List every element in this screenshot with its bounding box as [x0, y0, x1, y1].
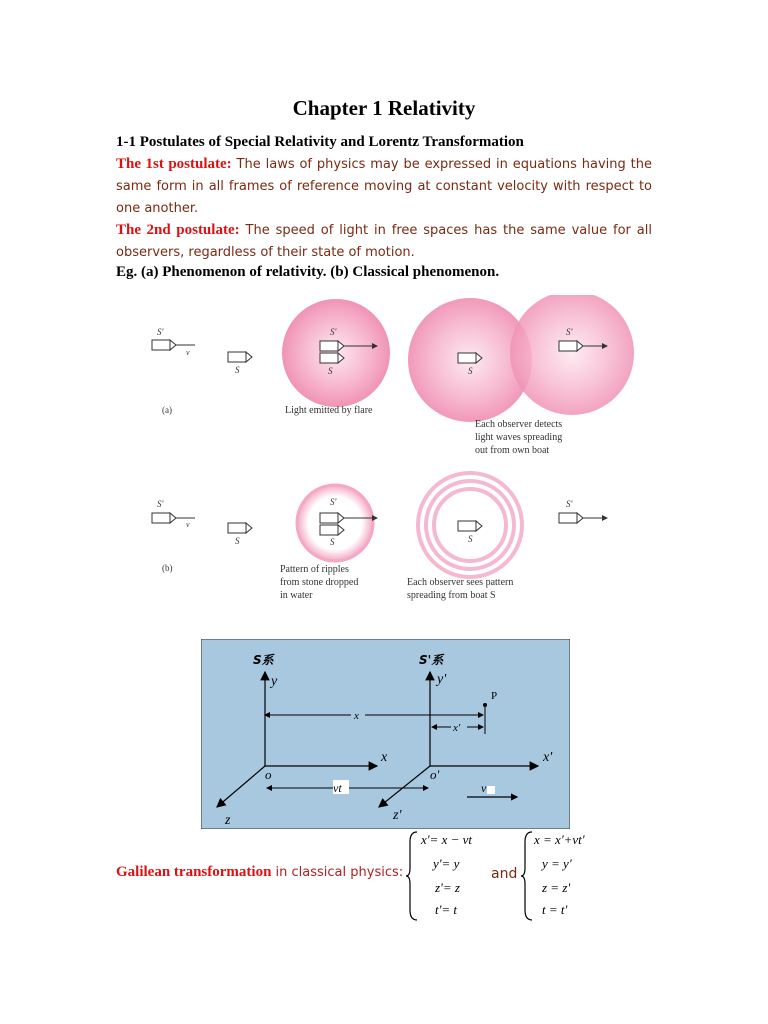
galilean-label: Galilean transformation [116, 864, 272, 880]
svg-text:Each observer detects: Each observer detects [475, 419, 563, 430]
relativity-figure [140, 295, 640, 615]
svg-text:y: y [271, 674, 278, 689]
left-brace-icon [520, 830, 534, 922]
svg-text:x': x' [543, 750, 553, 765]
postulate-1-label: The 1st postulate: [116, 156, 232, 172]
svg-text:S': S' [157, 499, 164, 509]
light-sphere-sprime [510, 295, 634, 415]
svg-text:z': z' [393, 808, 402, 823]
svg-text:S': S' [566, 327, 573, 337]
a-label: (a) [162, 405, 172, 415]
equation: z'= z [435, 880, 460, 895]
flare-caption: Light emitted by flare [285, 405, 373, 416]
svg-text:from stone dropped: from stone dropped [280, 577, 359, 588]
svg-text:S: S [468, 366, 473, 376]
svg-text:spreading from boat S: spreading from boat S [407, 590, 496, 601]
svg-text:S: S [328, 366, 333, 376]
svg-text:light waves spreading: light waves spreading [475, 432, 563, 443]
galilean-line [116, 864, 403, 881]
equation: t = t' [542, 902, 568, 917]
svg-text:S': S' [566, 499, 573, 509]
equation: t'= t [435, 902, 458, 917]
equation: y'= y [433, 856, 460, 871]
svg-text:y': y' [437, 672, 447, 687]
svg-text:S': S' [330, 327, 337, 337]
svg-text:S: S [235, 536, 240, 546]
svg-text:P: P [491, 690, 498, 702]
svg-text:in water: in water [280, 590, 313, 601]
svg-text:x: x [354, 710, 359, 722]
svg-text:out from own boat: out from own boat [475, 445, 550, 456]
postulate-1 [116, 153, 652, 220]
postulate-2-text: The speed of light in free spaces has the same value for all observers, regardless of their state of motion. [116, 223, 652, 260]
boat-icon [458, 353, 482, 363]
equation: x'= x − vt [421, 832, 472, 847]
boat-icon [228, 523, 252, 533]
and-text: and [491, 866, 518, 882]
a-sprime-label: S' [157, 327, 164, 337]
svg-text:v: v [481, 781, 487, 795]
sprime-frame-label: S'系 [419, 653, 444, 667]
svg-text:v: v [186, 520, 190, 529]
equation: z = z' [542, 880, 571, 895]
svg-text:x': x' [453, 722, 461, 734]
svg-text:S: S [235, 365, 240, 375]
svg-text:v: v [186, 348, 190, 357]
equation: x = x'+vt' [534, 832, 585, 847]
boat-icon [228, 352, 252, 362]
boat-icon [559, 513, 608, 523]
svg-text:Pattern of ripples: Pattern of ripples [280, 564, 349, 575]
b-label: (b) [162, 563, 173, 573]
left-brace-icon [405, 830, 419, 922]
svg-text:o': o' [430, 767, 440, 782]
s-frame-label: S系 [253, 653, 274, 667]
boat-icon [458, 521, 482, 531]
galilean-frames-diagram [201, 639, 570, 829]
svg-text:z: z [225, 813, 231, 828]
section-heading: 1-1 Postulates of Special Relativity and Lorentz Transformation [116, 134, 524, 150]
postulate-2-label: The 2nd postulate: [116, 222, 240, 238]
svg-text:S': S' [330, 497, 337, 507]
example-heading: Eg. (a) Phenomenon of relativity. (b) Classical phenomenon. [116, 264, 500, 280]
postulate-1-text: The laws of physics may be expressed in equations having the same form in all frames of reference moving at constant velocity with respect to one another. [116, 157, 652, 216]
postulate-2 [116, 219, 652, 264]
svg-text:o: o [265, 767, 272, 782]
svg-text:S: S [468, 534, 473, 544]
equation: y = y' [542, 856, 572, 871]
galilean-rest: in classical physics: [271, 865, 404, 880]
svg-text:Each observer sees pattern: Each observer sees pattern [407, 577, 514, 588]
page-title: Chapter 1 Relativity [292, 96, 476, 120]
svg-text:vt: vt [333, 781, 342, 795]
svg-text:x: x [381, 750, 388, 765]
svg-text:S: S [330, 537, 335, 547]
galilean-inverse-equations [520, 830, 630, 922]
